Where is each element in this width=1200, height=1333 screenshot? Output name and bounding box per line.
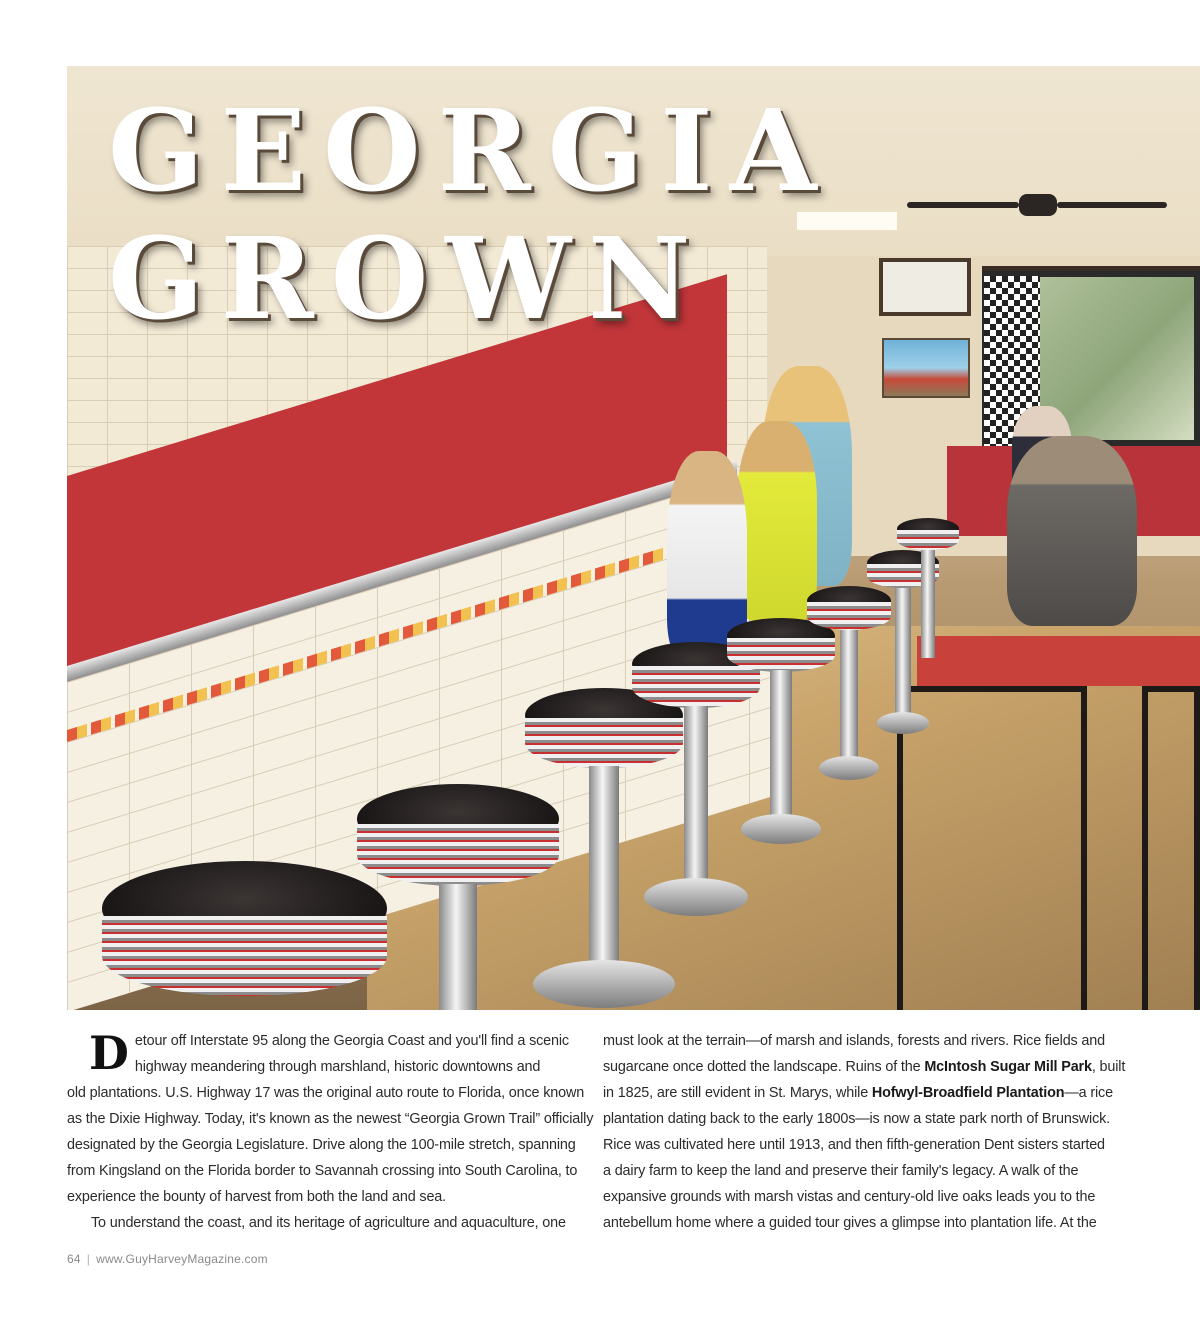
footer-separator: | — [86, 1252, 91, 1266]
text-line: designated by the Georgia Legislature. Drive along the 100-mile stretch, spanning — [67, 1137, 576, 1153]
text-line: in 1825, are still evident in St. Marys, while Hofwyl-Broadfield Plantation—a rice — [603, 1085, 1113, 1101]
headline-line-2: GROWN — [108, 214, 708, 345]
text-line: old plantations. U.S. Highway 17 was the original auto route to Florida, once known — [67, 1085, 585, 1101]
place-name-hofwyl: Hofwyl-Broadfield Plantation — [871, 1085, 1065, 1101]
text-line: Rice was cultivated here until 1913, and then fifth-generation Dent sisters started — [603, 1137, 1105, 1153]
drop-cap: D — [89, 1026, 129, 1080]
text-line: expansive grounds with marsh vistas and century-old live oaks leads you to the — [603, 1189, 1096, 1205]
diner-older-woman — [1007, 436, 1137, 626]
diner-girl — [737, 421, 817, 621]
text-line: highway meandering through marshland, historic downtowns and — [134, 1059, 541, 1075]
article-paragraph-1 — [67, 1026, 594, 1210]
text-line: sugarcane once dotted the landscape. Ruins of the McIntosh Sugar Mill Park, built — [603, 1059, 1126, 1075]
text-line: must look at the terrain—of marsh and islands, forests and rivers. Rice fields and — [603, 1033, 1105, 1049]
wall-painting — [882, 338, 970, 398]
text-line: etour off Interstate 95 along the Georgia Coast and you'll find a scenic — [134, 1033, 569, 1049]
text-line: as the Dixie Highway. Today, it's known as the newest “Georgia Grown Trail” officially — [67, 1111, 594, 1127]
article-paragraph-3 — [603, 1028, 1126, 1236]
diner-table — [917, 636, 1200, 686]
article-paragraph-2 — [67, 1210, 583, 1236]
text-line: antebellum home where a guided tour gives a glimpse into plantation life. At the — [603, 1215, 1097, 1231]
counter-stool — [102, 861, 387, 1010]
article-column-left — [67, 1026, 594, 1236]
text-line: experience the bounty of harvest from both the land and sea. — [67, 1189, 446, 1205]
text-line: from Kingsland on the Florida border to Savannah crossing into South Carolina, to — [67, 1163, 578, 1179]
text-line: plantation dating back to the early 1800s—is now a state park north of Brunswick. — [603, 1111, 1111, 1127]
page-headline — [108, 88, 1028, 344]
footer-url[interactable]: www.GuyHarveyMagazine.com — [96, 1252, 268, 1266]
text-line: To understand the coast, and its heritage of agriculture and aquaculture, one — [91, 1215, 566, 1231]
diner-chair — [1142, 686, 1200, 1010]
page-footer — [67, 1252, 268, 1266]
page-number: 64 — [67, 1252, 81, 1266]
article-column-right — [603, 1028, 1126, 1236]
place-name-mcintosh: McIntosh Sugar Mill Park — [924, 1059, 1092, 1075]
headline-line-1: GEORGIA — [108, 86, 834, 217]
text-line: a dairy farm to keep the land and preserve their family's legacy. A walk of the — [603, 1163, 1079, 1179]
counter-stool — [897, 518, 959, 678]
